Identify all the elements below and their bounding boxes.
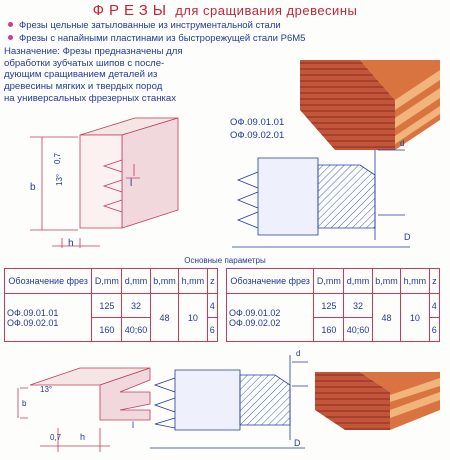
purpose-line: на универсальных фрезерных станках: [4, 92, 177, 104]
params-table-left: [4, 268, 218, 342]
params-table-right: [226, 268, 440, 342]
cell-h: 10: [401, 294, 429, 342]
col-header-designation: Обозначение фрез: [5, 269, 92, 294]
col-header-h: h,mm: [179, 269, 207, 294]
dim-07-label-bottom: 0,7: [50, 433, 62, 442]
cell-z: 6: [429, 318, 439, 342]
title-rest: для сращивания древесины: [175, 3, 358, 18]
cell-b: 48: [150, 294, 178, 342]
wood-joint-image-top: [300, 60, 440, 150]
bullet-text: Фрезы с напайными пластинами из быстрорежущей стали Р6М5: [19, 33, 306, 44]
col-header-h: h,mm: [401, 269, 429, 294]
table-row: [5, 294, 218, 318]
cell-z: 4: [207, 294, 217, 318]
dim-07-label: 0,7: [53, 152, 62, 164]
cell-D: 160: [314, 318, 344, 342]
purpose-line: обработки зубчатых шипов с после-: [4, 57, 165, 69]
cell-z: 6: [207, 318, 217, 342]
cell-z: 4: [429, 294, 439, 318]
designation-code: ОФ.09.01.01: [7, 307, 59, 318]
cutter-side-view-top: [232, 150, 410, 247]
cell-d: 32: [122, 294, 150, 318]
col-header-z: z: [207, 269, 217, 294]
table-row: [227, 294, 440, 318]
cell-D: 125: [314, 294, 344, 318]
designation-code: ОФ.09.02.02: [229, 317, 281, 328]
table-header-row: [5, 269, 218, 294]
dim-d-label: d: [400, 139, 405, 148]
purpose-line: древесины мягких и твердых пород: [4, 81, 163, 93]
wood-joint-image-bottom: [315, 372, 440, 430]
title-main: ФРЕЗЫ: [92, 2, 172, 19]
dim-b-label-bottom: b: [22, 399, 27, 408]
bullet-text: Фрезы цельные затылованные из инструментальной стали: [19, 20, 281, 31]
designation-cell: [227, 294, 314, 342]
col-header-d: d,mm: [122, 269, 150, 294]
dim-b-label: b: [30, 182, 36, 193]
angle-label: 13°: [55, 173, 64, 186]
dim-h-label: h: [68, 238, 74, 249]
col-header-d: d,mm: [344, 269, 372, 294]
col-header-D: D,mm: [314, 269, 344, 294]
cell-d: 40;60: [122, 318, 150, 342]
cutter-profile-iso-top: [30, 118, 178, 248]
dim-D-label-bottom: D: [294, 438, 301, 448]
cell-b: 48: [372, 294, 400, 342]
col-header-D: D,mm: [92, 269, 122, 294]
cell-h: 10: [179, 294, 207, 342]
product-code-1: ОФ.09.01.01: [230, 117, 285, 128]
dim-d-label-bottom: d: [296, 349, 301, 358]
table-header-row: [227, 269, 440, 294]
cell-D: 125: [92, 294, 122, 318]
col-header-b: b,mm: [150, 269, 178, 294]
angle-label-bottom: 13°: [40, 385, 53, 394]
designation-code: ОФ.09.01.02: [229, 307, 281, 318]
dim-l-label-bottom: l: [132, 420, 134, 430]
dim-l-label: l: [130, 178, 133, 189]
col-header-z: z: [429, 269, 439, 294]
cutter-side-view-bottom: [150, 355, 308, 448]
col-header-b: b,mm: [372, 269, 400, 294]
dim-h-label-bottom: h: [80, 432, 86, 442]
purpose-line: дующим сращиванием деталей из: [4, 69, 158, 81]
dim-D-label: D: [404, 232, 411, 242]
params-caption: Основные параметры: [184, 256, 266, 265]
cell-d: 40;60: [344, 318, 372, 342]
col-header-designation: Обозначение фрез: [227, 269, 314, 294]
designation-cell: [5, 294, 92, 342]
cell-d: 32: [344, 294, 372, 318]
designation-code: ОФ.09.02.01: [7, 317, 59, 328]
product-code-2: ОФ.09.02.01: [230, 130, 285, 141]
cell-D: 160: [92, 318, 122, 342]
purpose-line: Назначение: Фрезы предназначены для: [4, 46, 183, 57]
